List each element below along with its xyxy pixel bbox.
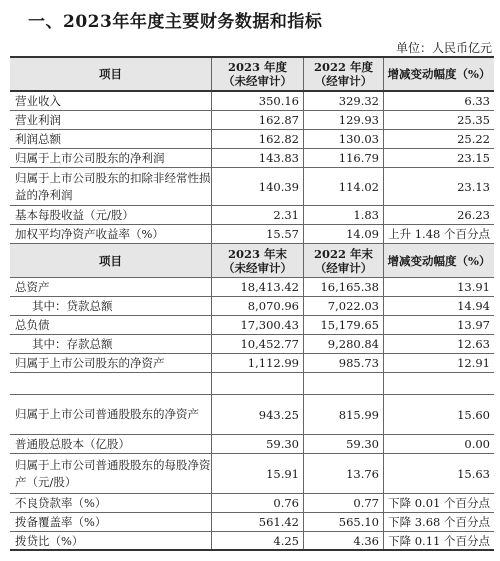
row-change: 上升 1.48 个百分点 [388, 227, 490, 241]
table-row [10, 532, 494, 551]
row-label: 拨贷比（%） [10, 532, 212, 549]
row-2023: 350.16 [212, 92, 304, 110]
row-2022: 130.03 [304, 130, 384, 148]
row-2022: 0.77 [304, 494, 384, 512]
header-change: 增减变动幅度（%） [387, 253, 491, 268]
header-2023 [212, 58, 304, 90]
row-2023: 8,070.96 [212, 297, 304, 315]
financial-table [10, 56, 494, 551]
header-2023-year: 2023 年度 [227, 60, 287, 74]
row-2022: 15,179.65 [304, 316, 384, 334]
row-change: 12.63 [457, 337, 490, 351]
row-2022: 985.73 [304, 354, 384, 372]
row-label: 不良贷款率（%） [10, 494, 212, 512]
header-2022-note: （经审计） [314, 74, 373, 88]
row-label: 加权平均净资产收益率（%） [10, 225, 212, 243]
row-label: 基本每股收益（元/股） [10, 206, 212, 224]
row-2022: 4.36 [304, 532, 384, 549]
row-change: 12.91 [457, 356, 490, 370]
row-2023: 4.25 [212, 532, 304, 549]
row-change: 26.23 [457, 208, 490, 222]
row-label: 其中：存款总额 [10, 335, 212, 353]
header-2022-end-year: 2022 年末 [313, 246, 373, 261]
row-label: 营业利润 [10, 111, 212, 129]
header-2023-note: （未经审计） [223, 74, 292, 88]
row-label: 归属于上市公司股东的净资产 [10, 354, 212, 372]
row-change: 23.13 [457, 179, 490, 194]
row-label: 其中：贷款总额 [10, 297, 212, 315]
row-2022: 129.93 [304, 111, 384, 129]
row-change: 23.15 [457, 151, 490, 165]
row-2023: 17,300.43 [212, 316, 304, 334]
table-row [10, 454, 494, 494]
row-2023: 943.25 [212, 395, 304, 434]
table-row [10, 513, 494, 532]
table-row [10, 92, 494, 111]
row-2023: 0.76 [212, 494, 304, 512]
table-row [10, 130, 494, 149]
header-2022-year: 2022 年度 [313, 60, 373, 74]
header-2022 [304, 58, 384, 90]
row-change: 下降 3.68 个百分点 [388, 515, 490, 529]
row-change: 25.35 [457, 113, 490, 127]
row-2023: 162.87 [212, 111, 304, 129]
spacer-cell [212, 373, 304, 394]
row-change: 13.91 [457, 280, 490, 294]
header-change: 增减变动幅度（%） [387, 67, 491, 81]
spacer-cell [304, 373, 384, 394]
row-2022: 9,280.84 [304, 335, 384, 353]
table-row [10, 111, 494, 130]
row-change: 6.33 [464, 94, 490, 108]
row-label: 归属于上市公司普通股股东的净资产 [10, 395, 212, 434]
row-change: 15.63 [457, 466, 490, 481]
row-2023: 59.30 [212, 435, 304, 453]
row-label: 普通股总股本（亿股） [10, 435, 212, 453]
row-change: 下降 0.11 个百分点 [388, 533, 490, 548]
row-2022: 16,165.38 [304, 278, 384, 296]
table-row [10, 225, 494, 244]
row-2023: 143.83 [212, 149, 304, 167]
table-row [10, 494, 494, 513]
table-row [10, 435, 494, 454]
unit-note: 单位：人民币亿元 [395, 41, 492, 55]
row-2023: 140.39 [212, 168, 304, 205]
table-row [10, 149, 494, 168]
table-row [10, 297, 494, 316]
row-2022: 1.83 [304, 206, 384, 224]
spacer-cell [384, 373, 494, 394]
row-2022: 329.32 [304, 92, 384, 110]
row-change: 25.22 [457, 132, 490, 146]
row-label: 总负债 [10, 316, 212, 334]
row-2023: 2.31 [212, 206, 304, 224]
row-label: 归属于上市公司普通股股东的每股净资产（元/股） [10, 454, 212, 493]
spacer-cell [10, 373, 212, 394]
row-2023: 162.82 [212, 130, 304, 148]
row-change: 14.94 [457, 299, 490, 313]
row-label: 营业收入 [10, 92, 212, 110]
table-row [10, 168, 494, 206]
row-2022: 114.02 [304, 168, 384, 205]
row-2023: 10,452.77 [212, 335, 304, 353]
table-row [10, 335, 494, 354]
row-change: 13.97 [457, 318, 490, 332]
row-2022: 7,022.03 [304, 297, 384, 315]
header-2023-end-note: （未经审计） [223, 260, 292, 275]
table-row [10, 395, 494, 435]
row-label: 总资产 [10, 278, 212, 296]
row-label: 归属于上市公司股东的扣除非经常性损益的净利润 [10, 168, 212, 205]
table-row [10, 354, 494, 373]
row-label: 利润总额 [10, 130, 212, 148]
table-row [10, 206, 494, 225]
row-2023: 15.91 [212, 454, 304, 493]
row-2023: 18,413.42 [212, 278, 304, 296]
table-row [10, 316, 494, 335]
header-2022-end [304, 244, 384, 277]
row-2023: 15.57 [212, 225, 304, 243]
row-2022: 116.79 [304, 149, 384, 167]
row-change: 下降 0.01 个百分点 [388, 496, 490, 510]
table-spacer-row [10, 373, 494, 395]
row-2022: 14.09 [304, 225, 384, 243]
row-2022: 565.10 [304, 513, 384, 531]
row-label: 拨备覆盖率（%） [10, 513, 212, 531]
row-change: 0.00 [464, 437, 490, 451]
row-label: 归属于上市公司股东的净利润 [10, 149, 212, 167]
row-2022: 815.99 [304, 395, 384, 434]
row-2023: 561.42 [212, 513, 304, 531]
row-2023: 1,112.99 [212, 354, 304, 372]
header-item: 项目 [10, 244, 212, 277]
header-item: 项目 [10, 58, 212, 90]
table2-header [10, 244, 494, 278]
page-title: 一、2023年年度主要财务数据和指标 [28, 12, 323, 32]
row-change: 15.60 [457, 407, 490, 422]
header-2023-end-year: 2023 年末 [227, 246, 287, 261]
row-2022: 13.76 [304, 454, 384, 493]
header-2023-end [212, 244, 304, 277]
table-row [10, 278, 494, 297]
row-2022: 59.30 [304, 435, 384, 453]
header-2022-end-note: （经审计） [314, 260, 373, 275]
table1-header [10, 58, 494, 92]
